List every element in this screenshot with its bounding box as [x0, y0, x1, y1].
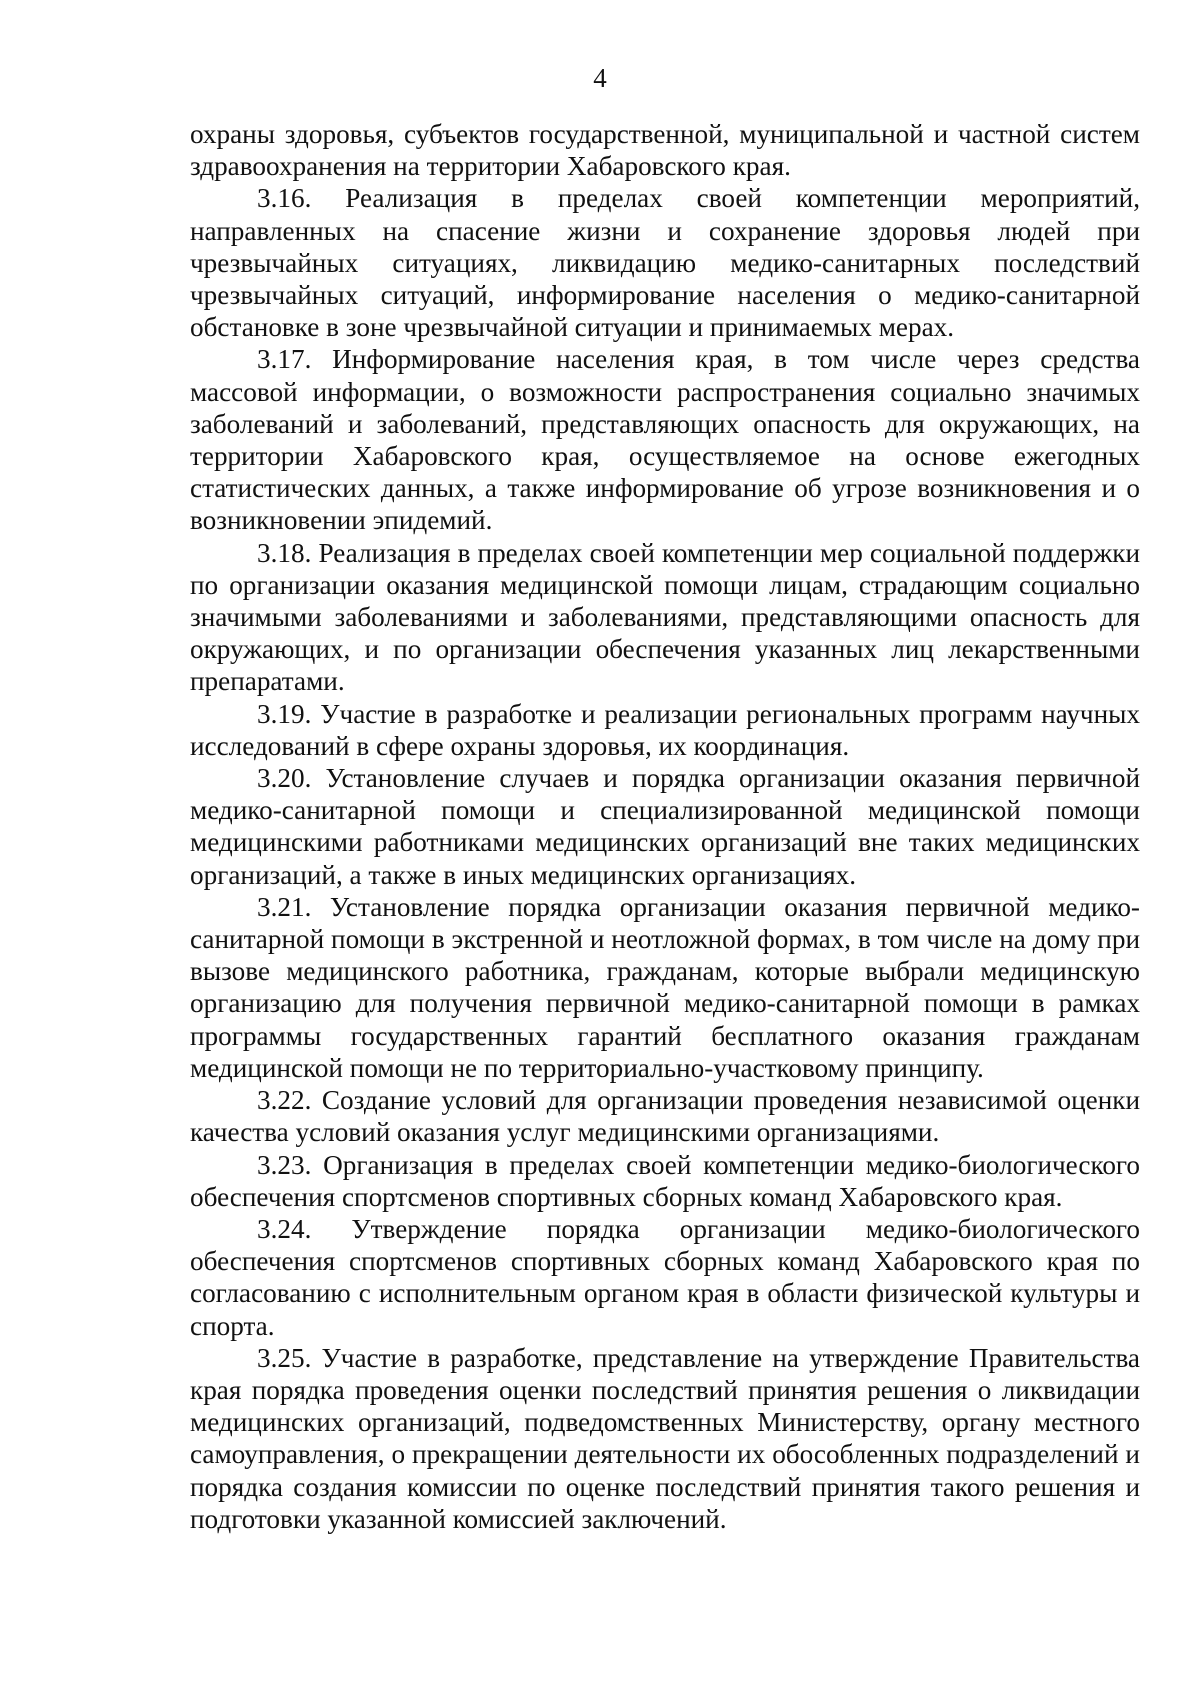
paragraph-3-23: 3.23. Организация в пределах своей компетенции медико-биологического обеспечения спортсменов спортивных сборных команд Хабаровского края. [190, 1149, 1140, 1212]
paragraph-3-19: 3.19. Участие в разработке и реализации региональных программ научных исследований в сфере охраны здоровья, их координация. [190, 698, 1140, 761]
paragraph-3-17: 3.17. Информирование населения края, в том числе через средства массовой информации, о возможности распространения социально значимых заболеваний и заболеваний, представляющих опасность для окружающих, на территории Хабаровского края, осуществляемое на основе ежегодных статистических данных, а также информирование об угрозе возникновения и о возникновении эпидемий. [190, 344, 1140, 536]
paragraph-3-16: 3.16. Реализация в пределах своей компетенции мероприятий, направленных на спасение жизни и сохранение здоровья людей при чрезвычайных ситуациях, ликвидацию медико-санитарных последствий чрезвычайных ситуаций, информирование населения о медико-санитарной обстановке в зоне чрезвычайной ситуации и принимаемых мерах. [190, 183, 1140, 343]
page-number: 4 [593, 63, 607, 93]
paragraph-continuation: охраны здоровья, субъектов государственной, муниципальной и частной систем здравоохранения на территории Хабаровского края. [190, 119, 1140, 182]
paragraph-3-21: 3.21. Установление порядка организации оказания первичной медико-санитарной помощи в экстренной и неотложной формах, в том числе на дому при вызове медицинского работника, гражданам, которые выбрали медицинскую организацию для получения первичной медико-санитарной помощи в рамках программы государственных гарантий бесплатного оказания гражданам медицинской помощи не по территориально-участковому принципу. [190, 891, 1140, 1083]
paragraph-3-20: 3.20. Установление случаев и порядка организации оказания первичной медико-санитарной помощи и специализированной медицинской помощи медицинскими работниками медицинских организаций вне таких медицинских организаций, а также в иных медицинских организациях. [190, 763, 1140, 890]
document-body [190, 118, 1140, 1535]
paragraph-3-24: 3.24. Утверждение порядка организации медико-биологического обеспечения спортсменов спортивных сборных команд Хабаровского края по согласованию с исполнительным органом края в области физической культуры и спорта. [190, 1213, 1140, 1341]
paragraph-3-25: 3.25. Участие в разработке, представление на утверждение Правительства края порядка проведения оценки последствий принятия решения о ликвидации медицинских организаций, подведомственных Министерству, органу местного самоуправления, о прекращении деятельности их обособленных подразделений и порядка создания комиссии по оценке последствий принятия такого решения и подготовки указанной комиссией заключений. [190, 1342, 1140, 1534]
paragraph-3-18: 3.18. Реализация в пределах своей компетенции мер социальной поддержки по организации оказания медицинской помощи лицам, страдающим социально значимыми заболеваниями и заболеваниями, представляющими опасность для окружающих, и по организации обеспечения указанных лиц лекарственными препаратами. [190, 537, 1140, 697]
paragraph-3-22: 3.22. Создание условий для организации проведения независимой оценки качества условий оказания услуг медицинскими организациями. [190, 1085, 1140, 1148]
